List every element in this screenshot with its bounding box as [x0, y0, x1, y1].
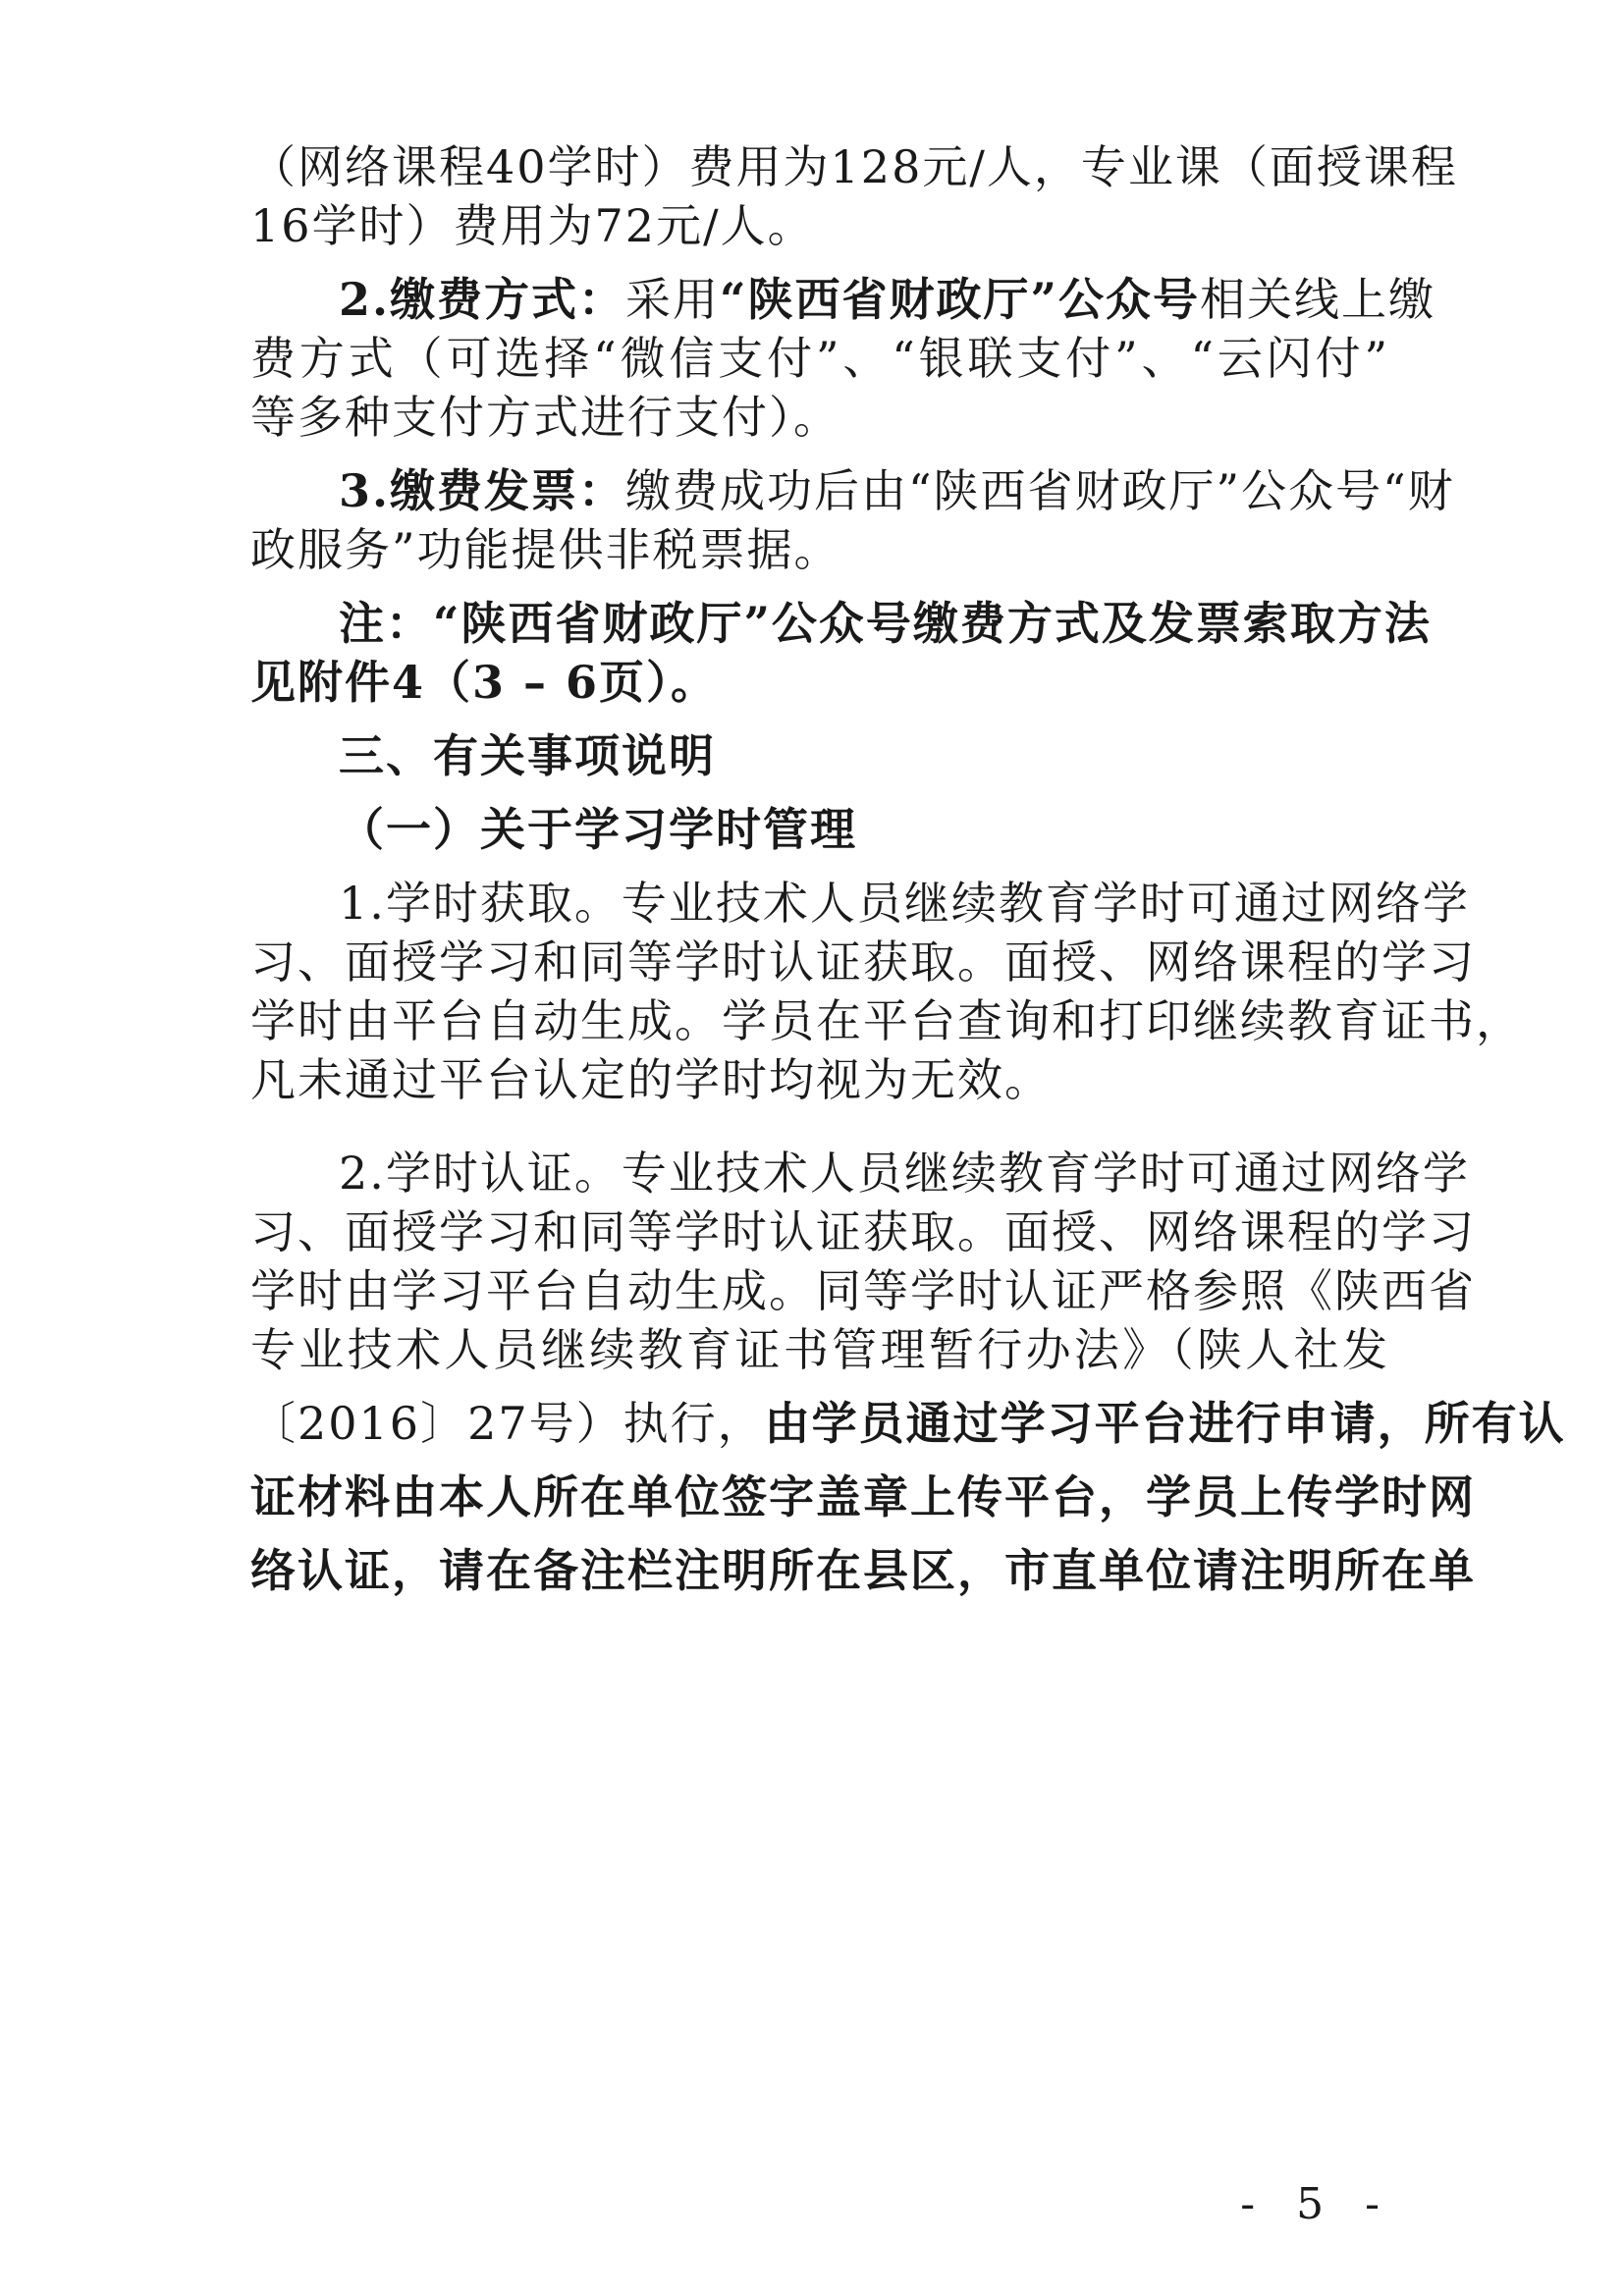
fee-line-1: （网络课程40学时）费用为128元/人，专业课（面授课程	[250, 140, 1458, 193]
hours-acquisition-line-1: 1.学时获取。专业技术人员继续教育学时可通过网络学	[339, 877, 1470, 930]
fee-line-2: 16学时）费用为72元/人。	[250, 199, 815, 252]
hours-certification-line-1: 2.学时认证。专业技术人员继续教育学时可通过网络学	[339, 1147, 1470, 1200]
section-heading: 三、有关事项说明	[339, 729, 716, 782]
hours-certification-line-2: 习、面授学习和同等学时认证获取。面授、网络课程的学习	[250, 1205, 1476, 1258]
hours-certification-line-6: 证材料由本人所在单位签字盖章上传平台，学员上传学时网	[250, 1470, 1476, 1523]
hours-acquisition-line-3: 学时由平台自动生成。学员在平台查询和打印继续教育证书，	[250, 994, 1523, 1047]
payment-method-account: “陕西省财政厅”公众号	[720, 273, 1200, 326]
page-number: - 5 -	[1240, 2179, 1393, 2229]
payment-method-line-2: 费方式（可选择“微信支付”、“银联支付”、“云闪付”	[250, 332, 1389, 385]
hours-certification-line-7: 络认证，请在备注栏注明所在县区，市直单位请注明所在单	[250, 1544, 1476, 1597]
invoice-text: 缴费成功后由“陕西省财政厅”公众号“财	[625, 464, 1455, 517]
payment-method-line-3: 等多种支付方式进行支付）。	[250, 391, 840, 444]
subsection-heading: （一）关于学习学时管理	[339, 803, 857, 856]
note-line-1: 注：“陕西省财政厅”公众号缴费方式及发票索取方法	[339, 597, 1432, 650]
hours-acquisition-line-2: 习、面授学习和同等学时认证获取。面授、网络课程的学习	[250, 935, 1476, 988]
note-line-2: 见附件4（3 – 6页）。	[250, 656, 719, 709]
application-instruction: 由学员通过学习平台进行申请，所有认	[764, 1397, 1566, 1450]
hours-certification-line-3: 学时由学习平台自动生成。同等学时认证严格参照《陕西省	[250, 1264, 1476, 1317]
payment-method-line-1	[339, 270, 1435, 329]
regulation-reference: 〔2016〕27号）执行，	[250, 1397, 765, 1450]
payment-method-text-b: 相关线上缴	[1199, 273, 1435, 326]
invoice-label: 3.缴费发票：	[339, 464, 626, 517]
invoice-line-1	[339, 461, 1455, 520]
hours-acquisition-line-4: 凡未通过平台认定的学时均视为无效。	[250, 1053, 1052, 1106]
payment-method-text-a: 采用	[625, 273, 721, 326]
payment-method-label: 2.缴费方式：	[339, 273, 626, 326]
hours-certification-line-5	[250, 1394, 1566, 1453]
invoice-line-2: 政服务”功能提供非税票据。	[250, 523, 841, 576]
hours-certification-line-4: 专业技术人员继续教育证书管理暂行办法》（陕人社发	[250, 1323, 1389, 1376]
